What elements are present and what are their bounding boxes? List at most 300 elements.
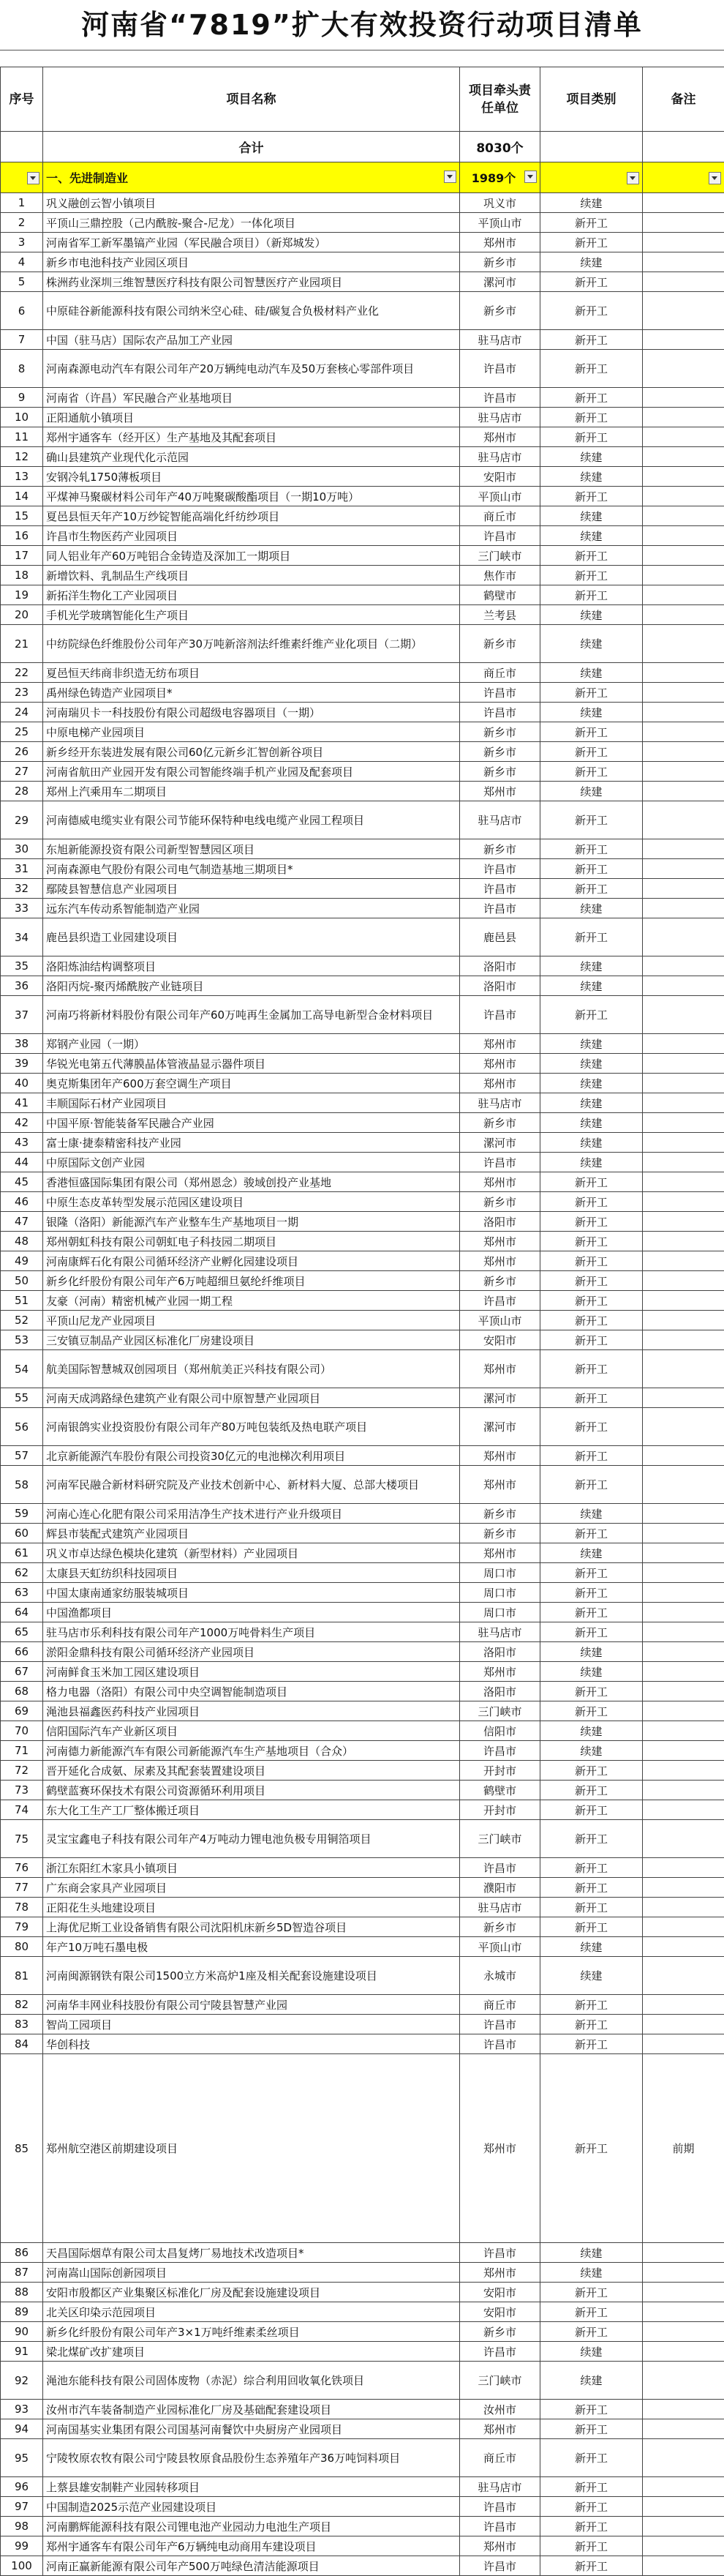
table-row	[1, 1603, 724, 1622]
project-category: 新开工	[540, 330, 643, 350]
table-row	[1, 722, 724, 742]
filter-dropdown-icon[interactable]	[709, 172, 721, 184]
row-number: 38	[1, 1034, 43, 1054]
row-number: 57	[1, 1446, 43, 1466]
row-note	[643, 2302, 724, 2322]
project-name: 宁陵牧原农牧有限公司宁陵县牧原食品股份生态养殖年产36万吨饲料项目	[43, 2439, 460, 2477]
lead-unit: 三门峡市	[460, 1701, 540, 1721]
row-note	[643, 1212, 724, 1232]
row-number: 8	[1, 350, 43, 388]
project-category: 新开工	[540, 2439, 643, 2477]
page-title: 河南省“7819”扩大有效投资行动项目清单	[0, 0, 724, 50]
project-name: 信阳国际汽车产业新区项目	[43, 1721, 460, 1741]
table-row	[1, 801, 724, 839]
project-name: 河南华丰网业科技股份有限公司宁陵县智慧产业园	[43, 1995, 460, 2015]
lead-unit: 平顶山市	[460, 1937, 540, 1957]
project-category: 续建	[540, 506, 643, 526]
project-name: 新增饮料、乳制品生产线项目	[43, 566, 460, 585]
lead-unit: 洛阳市	[460, 1212, 540, 1232]
project-category: 新开工	[540, 1232, 643, 1251]
row-number: 59	[1, 1504, 43, 1524]
row-note	[643, 272, 724, 292]
table-row	[1, 1446, 724, 1466]
project-name: 灵宝宝鑫电子科技有限公司年产4万吨动力锂电池负极专用铜箔项目	[43, 1820, 460, 1858]
project-name: 航美国际智慧城双创园项目（郑州航美正兴科技有限公司）	[43, 1350, 460, 1388]
row-number: 66	[1, 1642, 43, 1662]
row-note	[643, 976, 724, 996]
project-category: 续建	[540, 526, 643, 546]
project-name: 河南心连心化肥有限公司采用洁净生产技术进行产业升级项目	[43, 1504, 460, 1524]
project-category: 续建	[540, 467, 643, 487]
project-category: 新开工	[540, 1212, 643, 1232]
project-name: 中国（驻马店）国际农产品加工产业园	[43, 330, 460, 350]
row-note	[643, 859, 724, 879]
project-category: 新开工	[540, 1563, 643, 1583]
table-row	[1, 1034, 724, 1054]
row-number: 4	[1, 252, 43, 272]
project-name: 北关区印染示范园项目	[43, 2302, 460, 2322]
row-note	[643, 233, 724, 252]
lead-unit: 许昌市	[460, 526, 540, 546]
row-note	[643, 762, 724, 782]
project-name: 智尚工园项目	[43, 2015, 460, 2034]
project-category: 续建	[540, 1741, 643, 1761]
lead-unit: 郑州市	[460, 1172, 540, 1192]
project-category: 新开工	[540, 408, 643, 427]
lead-unit: 郑州市	[460, 1232, 540, 1251]
project-name: 洛阳炼油结构调整项目	[43, 956, 460, 976]
project-category: 新开工	[540, 683, 643, 703]
project-name: 中原国际文创产业园	[43, 1153, 460, 1172]
project-category: 新开工	[540, 2517, 643, 2536]
project-name: 三安镇豆制品产业园区标准化厂房建设项目	[43, 1330, 460, 1350]
project-category: 新开工	[540, 1446, 643, 1466]
row-number: 99	[1, 2536, 43, 2556]
lead-unit: 新乡市	[460, 1524, 540, 1543]
lead-unit: 鹤壁市	[460, 1781, 540, 1800]
project-name: 手机光学玻璃智能化生产项目	[43, 605, 460, 625]
project-name: 中原生态皮革转型发展示范园区建设项目	[43, 1192, 460, 1212]
project-name: 汝州市汽车装备制造产业园标准化厂房及基础配套建设项目	[43, 2400, 460, 2419]
project-category: 续建	[540, 1504, 643, 1524]
row-note	[643, 546, 724, 566]
lead-unit: 漯河市	[460, 1133, 540, 1153]
lead-unit: 郑州市	[460, 1074, 540, 1093]
table-row	[1, 447, 724, 467]
project-name: 巩义市卓达绿色模块化建筑（新型材料）产业园项目	[43, 1543, 460, 1563]
row-note	[643, 2497, 724, 2517]
row-number: 3	[1, 233, 43, 252]
table-row	[1, 976, 724, 996]
row-note	[643, 1172, 724, 1192]
row-note	[643, 1662, 724, 1682]
project-name: 渑池县福鑫医药科技产业园项目	[43, 1701, 460, 1721]
project-category: 新开工	[540, 272, 643, 292]
table-row	[1, 1642, 724, 1662]
section-label-cell	[43, 162, 460, 193]
project-name: 河南省（许昌）军民融合产业基地项目	[43, 388, 460, 408]
row-number: 18	[1, 566, 43, 585]
lead-unit: 周口市	[460, 1603, 540, 1622]
project-category: 新开工	[540, 546, 643, 566]
project-category: 新开工	[540, 566, 643, 585]
row-note	[643, 2536, 724, 2556]
lead-unit: 兰考县	[460, 605, 540, 625]
project-name: 富士康·捷泰精密科技产业园	[43, 1133, 460, 1153]
row-number: 98	[1, 2517, 43, 2536]
row-note	[643, 1820, 724, 1858]
table-row	[1, 292, 724, 330]
row-note	[643, 1408, 724, 1446]
table-row	[1, 2034, 724, 2054]
section-filter-no[interactable]	[1, 162, 43, 193]
row-note	[643, 1192, 724, 1212]
table-row	[1, 388, 724, 408]
project-name: 郑州朝虹科技有限公司朝虹电子科技园二期项目	[43, 1232, 460, 1251]
table-row	[1, 2362, 724, 2400]
project-category: 新开工	[540, 1311, 643, 1330]
table-row	[1, 625, 724, 663]
project-category: 续建	[540, 782, 643, 801]
project-name: 河南德威电缆实业有限公司节能环保特种电线电缆产业园工程项目	[43, 801, 460, 839]
project-category: 新开工	[540, 742, 643, 762]
project-category: 新开工	[540, 1898, 643, 1917]
project-name: 格力电器（洛阳）有限公司中央空调智能制造项目	[43, 1682, 460, 1701]
project-category: 续建	[540, 193, 643, 213]
table-row	[1, 2517, 724, 2536]
section-filter-note[interactable]	[643, 162, 724, 193]
project-category: 续建	[540, 1034, 643, 1054]
row-number: 39	[1, 1054, 43, 1074]
lead-unit: 郑州市	[460, 2054, 540, 2243]
table-row	[1, 899, 724, 918]
table-row	[1, 1781, 724, 1800]
filter-dropdown-icon[interactable]	[627, 172, 639, 184]
table-row	[1, 1524, 724, 1543]
project-name: 上海优尼斯工业设备销售有限公司沈阳机床新乡5D智造谷项目	[43, 1917, 460, 1937]
project-name: 确山县建筑产业现代化示范园	[43, 447, 460, 467]
row-number: 43	[1, 1133, 43, 1153]
project-name: 夏邑恒天纬商非织造无纺布项目	[43, 663, 460, 683]
project-category: 新开工	[540, 1761, 643, 1781]
row-number: 33	[1, 899, 43, 918]
row-note	[643, 2556, 724, 2576]
row-note	[643, 1682, 724, 1701]
project-category: 新开工	[540, 1800, 643, 1820]
lead-unit: 郑州市	[460, 2419, 540, 2439]
row-number: 65	[1, 1622, 43, 1642]
row-number: 12	[1, 447, 43, 467]
table-row	[1, 506, 724, 526]
project-category: 新开工	[540, 1330, 643, 1350]
row-number: 83	[1, 2015, 43, 2034]
row-note	[643, 1937, 724, 1957]
row-note	[643, 427, 724, 447]
lead-unit: 许昌市	[460, 703, 540, 722]
row-number: 32	[1, 879, 43, 899]
row-number: 15	[1, 506, 43, 526]
project-name: 新乡经开东装进发展有限公司60亿元新乡汇智创新谷项目	[43, 742, 460, 762]
project-category: 续建	[540, 976, 643, 996]
project-name: 中国太康南通家纺服装城项目	[43, 1583, 460, 1603]
row-number: 22	[1, 663, 43, 683]
project-category: 新开工	[540, 1878, 643, 1898]
lead-unit: 商丘市	[460, 663, 540, 683]
table-row	[1, 1113, 724, 1133]
project-category: 新开工	[540, 1291, 643, 1311]
table-row	[1, 2302, 724, 2322]
row-number: 69	[1, 1701, 43, 1721]
lead-unit: 驻马店市	[460, 1093, 540, 1113]
project-name: 郑钢产业园（一期）	[43, 1034, 460, 1054]
lead-unit: 漯河市	[460, 1408, 540, 1446]
row-number: 21	[1, 625, 43, 663]
row-note	[643, 1917, 724, 1937]
row-note	[643, 2342, 724, 2362]
row-number: 26	[1, 742, 43, 762]
project-name: 中国制造2025示范产业园建设项目	[43, 2497, 460, 2517]
table-row	[1, 1054, 724, 1074]
project-category: 新开工	[540, 722, 643, 742]
table-row	[1, 1311, 724, 1330]
lead-unit: 巩义市	[460, 193, 540, 213]
table-row	[1, 1212, 724, 1232]
row-number: 72	[1, 1761, 43, 1781]
row-number: 52	[1, 1311, 43, 1330]
project-category: 续建	[540, 625, 643, 663]
project-name: 洛阳丙烷-聚丙烯酰胺产业链项目	[43, 976, 460, 996]
lead-unit: 漯河市	[460, 1388, 540, 1408]
lead-unit: 新乡市	[460, 762, 540, 782]
project-category: 续建	[540, 2362, 643, 2400]
project-name: 晋开延化合成氨、尿素及其配套装置建设项目	[43, 1761, 460, 1781]
row-note	[643, 1583, 724, 1603]
row-number: 1	[1, 193, 43, 213]
project-category: 新开工	[540, 2283, 643, 2302]
lead-unit: 郑州市	[460, 1054, 540, 1074]
table-row	[1, 1800, 724, 1820]
project-name: 新乡市电池科技产业园区项目	[43, 252, 460, 272]
row-number: 48	[1, 1232, 43, 1251]
lead-unit: 永城市	[460, 1957, 540, 1995]
lead-unit: 新乡市	[460, 839, 540, 859]
lead-unit: 许昌市	[460, 2243, 540, 2263]
project-name: 同人铝业年产60万吨铝合金铸造及深加工一期项目	[43, 546, 460, 566]
row-number: 73	[1, 1781, 43, 1800]
lead-unit: 郑州市	[460, 427, 540, 447]
project-category: 续建	[540, 1721, 643, 1741]
lead-unit: 新乡市	[460, 722, 540, 742]
lead-unit: 驻马店市	[460, 2477, 540, 2497]
lead-unit: 濮阳市	[460, 1878, 540, 1898]
project-category: 新开工	[540, 2034, 643, 2054]
table-row	[1, 2342, 724, 2362]
row-note	[643, 1153, 724, 1172]
total-row	[1, 132, 724, 162]
row-number: 25	[1, 722, 43, 742]
table-row	[1, 859, 724, 879]
table-row	[1, 233, 724, 252]
lead-unit: 三门峡市	[460, 546, 540, 566]
row-number: 61	[1, 1543, 43, 1563]
project-category: 续建	[540, 1642, 643, 1662]
filter-dropdown-icon[interactable]	[444, 171, 456, 183]
project-name: 华创科技	[43, 2034, 460, 2054]
project-name: 河南银鸽实业投资股份有限公司年产80万吨包装纸及热电联产项目	[43, 1408, 460, 1446]
table-row	[1, 1682, 724, 1701]
table-row	[1, 1721, 724, 1741]
lead-unit: 洛阳市	[460, 1682, 540, 1701]
lead-unit: 新乡市	[460, 625, 540, 663]
lead-unit: 信阳市	[460, 1721, 540, 1741]
lead-unit: 鹤壁市	[460, 585, 540, 605]
project-category: 续建	[540, 663, 643, 683]
project-category: 新开工	[540, 1858, 643, 1878]
project-category: 续建	[540, 1054, 643, 1074]
table-row	[1, 2054, 724, 2243]
project-name: 银隆（洛阳）新能源汽车产业整车生产基地项目一期	[43, 1212, 460, 1232]
row-number: 31	[1, 859, 43, 879]
project-category: 新开工	[540, 2054, 643, 2243]
table-row	[1, 742, 724, 762]
lead-unit: 许昌市	[460, 1741, 540, 1761]
row-note	[643, 1603, 724, 1622]
row-note	[643, 388, 724, 408]
row-note	[643, 1054, 724, 1074]
table-row	[1, 193, 724, 213]
table-row	[1, 1388, 724, 1408]
total-label: 合计	[43, 132, 460, 162]
lead-unit: 新乡市	[460, 1917, 540, 1937]
project-category: 续建	[540, 2342, 643, 2362]
total-blank-no	[1, 132, 43, 162]
row-number: 70	[1, 1721, 43, 1741]
section-filter-cat[interactable]	[540, 162, 643, 193]
row-number: 62	[1, 1563, 43, 1583]
table-row	[1, 762, 724, 782]
row-note	[643, 1721, 724, 1741]
lead-unit: 郑州市	[460, 233, 540, 252]
lead-unit: 郑州市	[460, 1251, 540, 1271]
lead-unit: 许昌市	[460, 2497, 540, 2517]
project-category: 新开工	[540, 1917, 643, 1937]
project-name: 河南省军工新军墨镐产业园（军民融合项目）（新郑城发）	[43, 233, 460, 252]
row-note	[643, 1781, 724, 1800]
row-number: 35	[1, 956, 43, 976]
project-name: 河南国基实业集团有限公司国基河南餐饮中央厨房产业园项目	[43, 2419, 460, 2439]
project-category: 新开工	[540, 1350, 643, 1388]
row-note	[643, 585, 724, 605]
lead-unit: 许昌市	[460, 859, 540, 879]
row-note	[643, 1761, 724, 1781]
table-row	[1, 1662, 724, 1682]
lead-unit: 许昌市	[460, 2015, 540, 2034]
project-category: 新开工	[540, 839, 643, 859]
lead-unit: 焦作市	[460, 566, 540, 585]
row-note	[643, 1524, 724, 1543]
filter-dropdown-icon[interactable]	[27, 172, 39, 184]
table-row	[1, 2419, 724, 2439]
lead-unit: 郑州市	[460, 1662, 540, 1682]
table-row	[1, 1153, 724, 1172]
project-category: 新开工	[540, 1271, 643, 1291]
row-note	[643, 879, 724, 899]
row-note	[643, 1898, 724, 1917]
row-number: 13	[1, 467, 43, 487]
filter-dropdown-icon[interactable]	[524, 171, 537, 183]
table-row	[1, 585, 724, 605]
header-note: 备注	[643, 67, 724, 132]
row-number: 19	[1, 585, 43, 605]
project-category: 新开工	[540, 2477, 643, 2497]
row-number: 76	[1, 1858, 43, 1878]
row-number: 2	[1, 213, 43, 233]
row-note	[643, 2517, 724, 2536]
project-category: 新开工	[540, 2322, 643, 2342]
row-note	[643, 1563, 724, 1583]
row-number: 7	[1, 330, 43, 350]
project-name: 河南省航田产业园开发有限公司智能终端手机产业园及配套项目	[43, 762, 460, 782]
row-note	[643, 408, 724, 427]
section-value-cell	[460, 162, 540, 193]
row-note	[643, 252, 724, 272]
row-note	[643, 703, 724, 722]
table-row	[1, 2263, 724, 2283]
row-note	[643, 350, 724, 388]
row-note	[643, 1800, 724, 1820]
project-name: 梁北煤矿改扩建项目	[43, 2342, 460, 2362]
table-row	[1, 487, 724, 506]
project-category: 新开工	[540, 427, 643, 447]
row-number: 87	[1, 2263, 43, 2283]
total-blank-note	[643, 132, 724, 162]
lead-unit: 郑州市	[460, 2536, 540, 2556]
lead-unit: 许昌市	[460, 1858, 540, 1878]
lead-unit: 平顶山市	[460, 487, 540, 506]
lead-unit: 新乡市	[460, 1192, 540, 1212]
project-name: 河南瑞贝卡一科技股份有限公司超级电容器项目（一期）	[43, 703, 460, 722]
row-note	[643, 447, 724, 467]
project-category: 新开工	[540, 762, 643, 782]
row-number: 97	[1, 2497, 43, 2517]
table-row	[1, 1172, 724, 1192]
row-note	[643, 1074, 724, 1093]
project-name: 北京新能源汽车股份有限公司投资30亿元的电池梯次利用项目	[43, 1446, 460, 1466]
lead-unit: 开封市	[460, 1800, 540, 1820]
project-name: 夏邑县恒天年产10万纱锭智能高端化纤纺纱项目	[43, 506, 460, 526]
lead-unit: 许昌市	[460, 388, 540, 408]
lead-unit: 郑州市	[460, 1446, 540, 1466]
row-number: 91	[1, 2342, 43, 2362]
project-category: 新开工	[540, 2556, 643, 2576]
lead-unit: 许昌市	[460, 2342, 540, 2362]
project-name: 平顶山三鼎控股（己内酰胺-聚合-尼龙）一体化项目	[43, 213, 460, 233]
lead-unit: 郑州市	[460, 2263, 540, 2283]
row-note	[643, 801, 724, 839]
lead-unit: 平顶山市	[460, 213, 540, 233]
project-name: 平顶山尼龙产业园项目	[43, 1311, 460, 1330]
lead-unit: 漯河市	[460, 272, 540, 292]
lead-unit: 新乡市	[460, 252, 540, 272]
table-row	[1, 2015, 724, 2034]
row-number: 68	[1, 1682, 43, 1701]
table-row	[1, 956, 724, 976]
project-name: 太康县天虹纺织科技园项目	[43, 1563, 460, 1583]
project-name: 鄢陵县智慧信息产业园项目	[43, 879, 460, 899]
table-body	[1, 193, 724, 2576]
row-number: 24	[1, 703, 43, 722]
project-category: 续建	[540, 1093, 643, 1113]
